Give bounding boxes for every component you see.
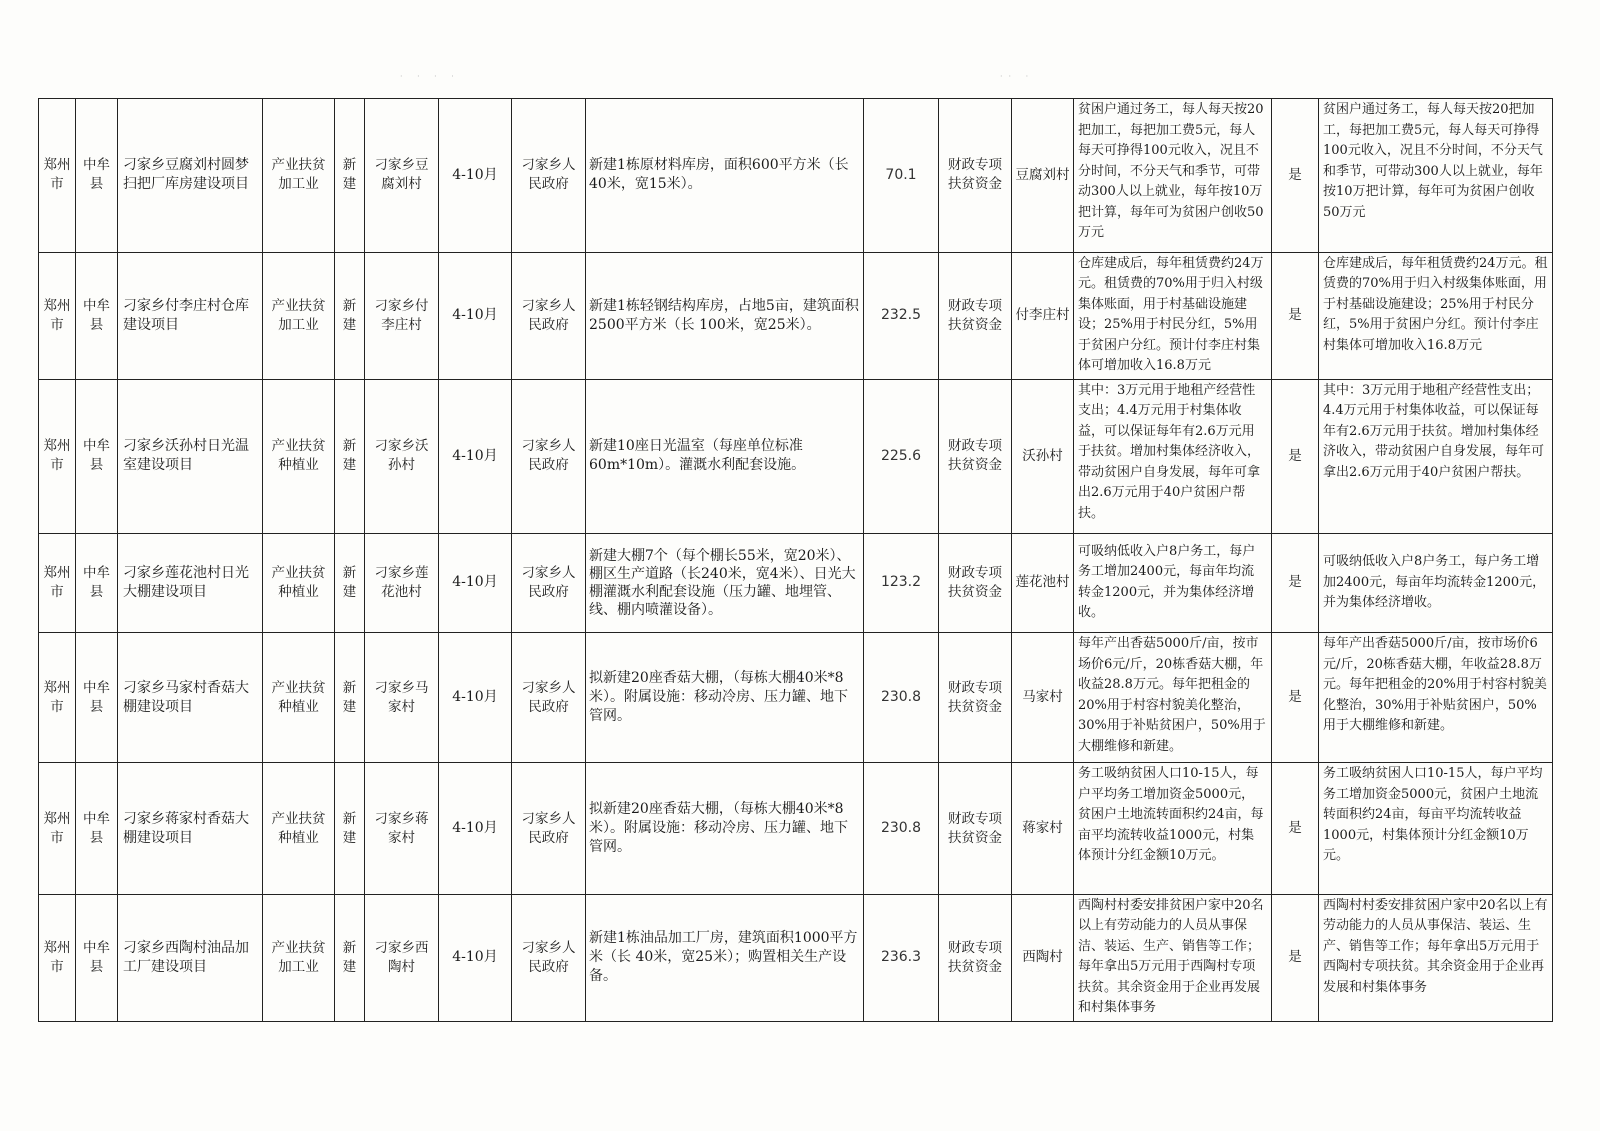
type-cell: 新建 [335,99,365,253]
amount-cell: 70.1 [864,99,939,253]
table-row [39,763,1553,894]
village-cell: 付李庄村 [1012,252,1074,379]
summary-cell [1319,763,1553,894]
flag-cell: 是 [1272,763,1319,894]
category-cell: 产业扶贫种植业 [263,533,335,633]
county-cell: 中牟县 [76,252,118,379]
content-cell: 新建10座日光温室（每座单位标准60m*10m）。灌溉水利配套设施。 [586,379,864,533]
county-cell: 中牟县 [76,99,118,253]
city-cell: 郑州市 [39,533,76,633]
type-cell: 新建 [335,252,365,379]
scan-mark-left: · · · · [400,72,460,81]
content-cell: 拟新建20座香菇大棚，（每栋大棚40米*8米）。附属设施：移动冷房、压力罐、地下管网。 [586,633,864,763]
flag-cell: 是 [1272,99,1319,253]
unit-cell: 刁家乡人民政府 [512,533,586,633]
location-cell: 刁家乡蒋家村 [365,763,439,894]
unit-cell: 刁家乡人民政府 [512,894,586,1021]
fund-cell: 财政专项扶贫资金 [939,894,1012,1021]
benefit-cell [1074,894,1272,1021]
period-cell: 4-10月 [439,763,512,894]
category-cell: 产业扶贫种植业 [263,633,335,763]
category-cell: 产业扶贫加工业 [263,252,335,379]
flag-cell: 是 [1272,252,1319,379]
summary-cell [1319,379,1553,533]
table-row [39,633,1553,763]
table-row [39,533,1553,633]
location-cell: 刁家乡西陶村 [365,894,439,1021]
village-cell: 西陶村 [1012,894,1074,1021]
summary-text: 每年产出香菇5000斤/亩，按市场价6元/斤，20栋香菇大棚，年收益28.8万元。每年把租金的20%用于村容村貌美化整治，30%用于补贴贫困户，50%用于大棚维修和新建。 [1323,636,1547,734]
village-cell: 沃孙村 [1012,379,1074,533]
scan-mark-right: ·· · [1000,72,1035,81]
content-cell: 新建1栋原材料库房，面积600平方米（长 40米，宽15米）。 [586,99,864,253]
category-cell: 产业扶贫种植业 [263,763,335,894]
summary-text: 仓库建成后，每年租赁费约24万元。租赁费的70%用于归入村级集体账面，用于村基础设施建设；25%用于村民分红，5%用于贫困户分红。预计付李庄村集体可增加收入16.8万元 [1323,255,1548,353]
village-cell: 马家村 [1012,633,1074,763]
unit-cell: 刁家乡人民政府 [512,633,586,763]
period-cell: 4-10月 [439,633,512,763]
table-row [39,99,1553,253]
summary-cell [1319,533,1553,633]
unit-cell: 刁家乡人民政府 [512,379,586,533]
location-cell: 刁家乡沃孙村 [365,379,439,533]
city-cell: 郑州市 [39,763,76,894]
benefit-text: 仓库建成后，每年租赁费约24万元。租赁费的70%用于归入村级集体账面，用于村基础设施建设；25%用于村民分红，5%用于贫困户分红。预计付李庄村集体可增加收入16.8万元 [1078,255,1264,374]
benefit-text: 可吸纳低收入户8户务工，每户务工增加2400元，每亩年均流转金1200元，并为集体经济增收。 [1078,543,1256,621]
village-cell: 蒋家村 [1012,763,1074,894]
project-name-cell: 刁家乡西陶村油品加工厂建设项目 [118,894,263,1021]
amount-cell: 236.3 [864,894,939,1021]
category-cell: 产业扶贫加工业 [263,894,335,1021]
fund-cell: 财政专项扶贫资金 [939,763,1012,894]
project-name-cell: 刁家乡付李庄村仓库建设项目 [118,252,263,379]
village-cell: 莲花池村 [1012,533,1074,633]
benefit-text: 西陶村村委安排贫困户家中20名以上有劳动能力的人员从事保洁、装运、生产、销售等工作；每年拿出5万元用于西陶村专项扶贫。其余资金用于企业再发展和村集体事务 [1078,897,1264,1016]
county-cell: 中牟县 [76,533,118,633]
location-cell: 刁家乡马家村 [365,633,439,763]
table-row [39,894,1553,1021]
content-cell: 新建1栋油品加工厂房，建筑面积1000平方米（长 40米，宽25米）；购置相关生产设备。 [586,894,864,1021]
fund-cell: 财政专项扶贫资金 [939,533,1012,633]
amount-cell: 123.2 [864,533,939,633]
amount-cell: 230.8 [864,763,939,894]
type-cell: 新建 [335,379,365,533]
type-cell: 新建 [335,633,365,763]
category-cell: 产业扶贫种植业 [263,379,335,533]
flag-cell: 是 [1272,379,1319,533]
city-cell: 郑州市 [39,633,76,763]
fund-cell: 财政专项扶贫资金 [939,633,1012,763]
benefit-cell [1074,252,1272,379]
content-cell: 新建大棚7个（每个棚长55米，宽20米）、棚区生产道路（长240米，宽4米）、日光大棚灌溉水利配套设施（压力罐、地埋管、线、棚内喷灌设备）。 [586,533,864,633]
summary-text: 其中：3万元用于地租产经营性支出；4.4万元用于村集体收益，可以保证每年有2.6万元用于扶贫。增加村集体经济收入，带动贫困户自身发展，每年可拿出2.6万元用于40户贫困户帮扶。 [1323,382,1545,480]
type-cell: 新建 [335,894,365,1021]
table-row [39,379,1553,533]
benefit-cell [1074,633,1272,763]
location-cell: 刁家乡豆腐刘村 [365,99,439,253]
table-row [39,252,1553,379]
county-cell: 中牟县 [76,894,118,1021]
city-cell: 郑州市 [39,252,76,379]
unit-cell: 刁家乡人民政府 [512,99,586,253]
location-cell: 刁家乡付李庄村 [365,252,439,379]
content-cell: 新建1栋轻钢结构库房，占地5亩，建筑面积2500平方米（长 100米，宽25米）。 [586,252,864,379]
project-table [38,98,1553,1022]
village-cell: 豆腐刘村 [1012,99,1074,253]
benefit-cell [1074,379,1272,533]
project-name-cell: 刁家乡莲花池村日光大棚建设项目 [118,533,263,633]
benefit-text: 其中：3万元用于地租产经营性支出；4.4万元用于村集体收益，可以保证每年有2.6万元用于扶贫。增加村集体经济收入，带动贫困户自身发展，每年可拿出2.6万元用于40户贫困户帮扶。 [1078,382,1261,521]
period-cell: 4-10月 [439,533,512,633]
fund-cell: 财政专项扶贫资金 [939,252,1012,379]
project-name-cell: 刁家乡蒋家村香菇大棚建设项目 [118,763,263,894]
benefit-cell [1074,763,1272,894]
benefit-text: 务工吸纳贫困人口10-15人，每户平均务工增加资金5000元，贫困户土地流转面积约24亩，每亩平均流转收益1000元，村集体预计分红金额10万元。 [1078,766,1264,864]
county-cell: 中牟县 [76,379,118,533]
period-cell: 4-10月 [439,252,512,379]
summary-cell [1319,99,1553,253]
county-cell: 中牟县 [76,633,118,763]
summary-cell [1319,894,1553,1021]
county-cell: 中牟县 [76,763,118,894]
flag-cell: 是 [1272,533,1319,633]
period-cell: 4-10月 [439,379,512,533]
content-cell: 拟新建20座香菇大棚，（每栋大棚40米*8米）。附属设施：移动冷房、压力罐、地下管网。 [586,763,864,894]
type-cell: 新建 [335,763,365,894]
fund-cell: 财政专项扶贫资金 [939,379,1012,533]
benefit-cell [1074,99,1272,253]
city-cell: 郑州市 [39,894,76,1021]
project-name-cell: 刁家乡豆腐刘村圆梦扫把厂库房建设项目 [118,99,263,253]
project-name-cell: 刁家乡沃孙村日光温室建设项目 [118,379,263,533]
unit-cell: 刁家乡人民政府 [512,763,586,894]
summary-text: 务工吸纳贫困人口10-15人，每户平均务工增加资金5000元，贫困户土地流转面积约24亩，每亩平均流转收益1000元，村集体预计分红金额10万元。 [1323,766,1543,864]
benefit-text: 贫困户通过务工，每人每天按20把加工，每把加工费5元，每人每天可挣得100元收入，况且不分时间，不分天气和季节，可带动300人以上就业，每年按10万把计算，每年可为贫困户创收50万元 [1078,102,1264,240]
city-cell: 郑州市 [39,99,76,253]
flag-cell: 是 [1272,633,1319,763]
summary-cell [1319,252,1553,379]
summary-cell [1319,633,1553,763]
location-cell: 刁家乡莲花池村 [365,533,439,633]
summary-text: 可吸纳低收入户8户务工，每户务工增加2400元，每亩年均流转金1200元，并为集体经济增收。 [1323,554,1546,611]
type-cell: 新建 [335,533,365,633]
benefit-text: 每年产出香菇5000斤/亩，按市场价6元/斤，20栋香菇大棚，年收益28.8万元。每年把租金的20%用于村容村貌美化整治，30%用于补贴贫困户，50%用于大棚维修和新建。 [1078,636,1266,754]
benefit-cell [1074,533,1272,633]
period-cell: 4-10月 [439,894,512,1021]
summary-text: 西陶村村委安排贫困户家中20名以上有劳动能力的人员从事保洁、装运、生产、销售等工作；每年拿出5万元用于西陶村专项扶贫。其余资金用于企业再发展和村集体事务 [1323,897,1548,995]
amount-cell: 225.6 [864,379,939,533]
amount-cell: 232.5 [864,252,939,379]
city-cell: 郑州市 [39,379,76,533]
amount-cell: 230.8 [864,633,939,763]
period-cell: 4-10月 [439,99,512,253]
project-name-cell: 刁家乡马家村香菇大棚建设项目 [118,633,263,763]
summary-text: 贫困户通过务工，每人每天按20把加工，每把加工费5元，每人每天可挣得100元收入，况且不分时间，不分天气和季节，可带动300人以上就业，每年按10万把计算，每年可为贫困户创收50万元 [1323,102,1543,220]
flag-cell: 是 [1272,894,1319,1021]
fund-cell: 财政专项扶贫资金 [939,99,1012,253]
unit-cell: 刁家乡人民政府 [512,252,586,379]
category-cell: 产业扶贫加工业 [263,99,335,253]
